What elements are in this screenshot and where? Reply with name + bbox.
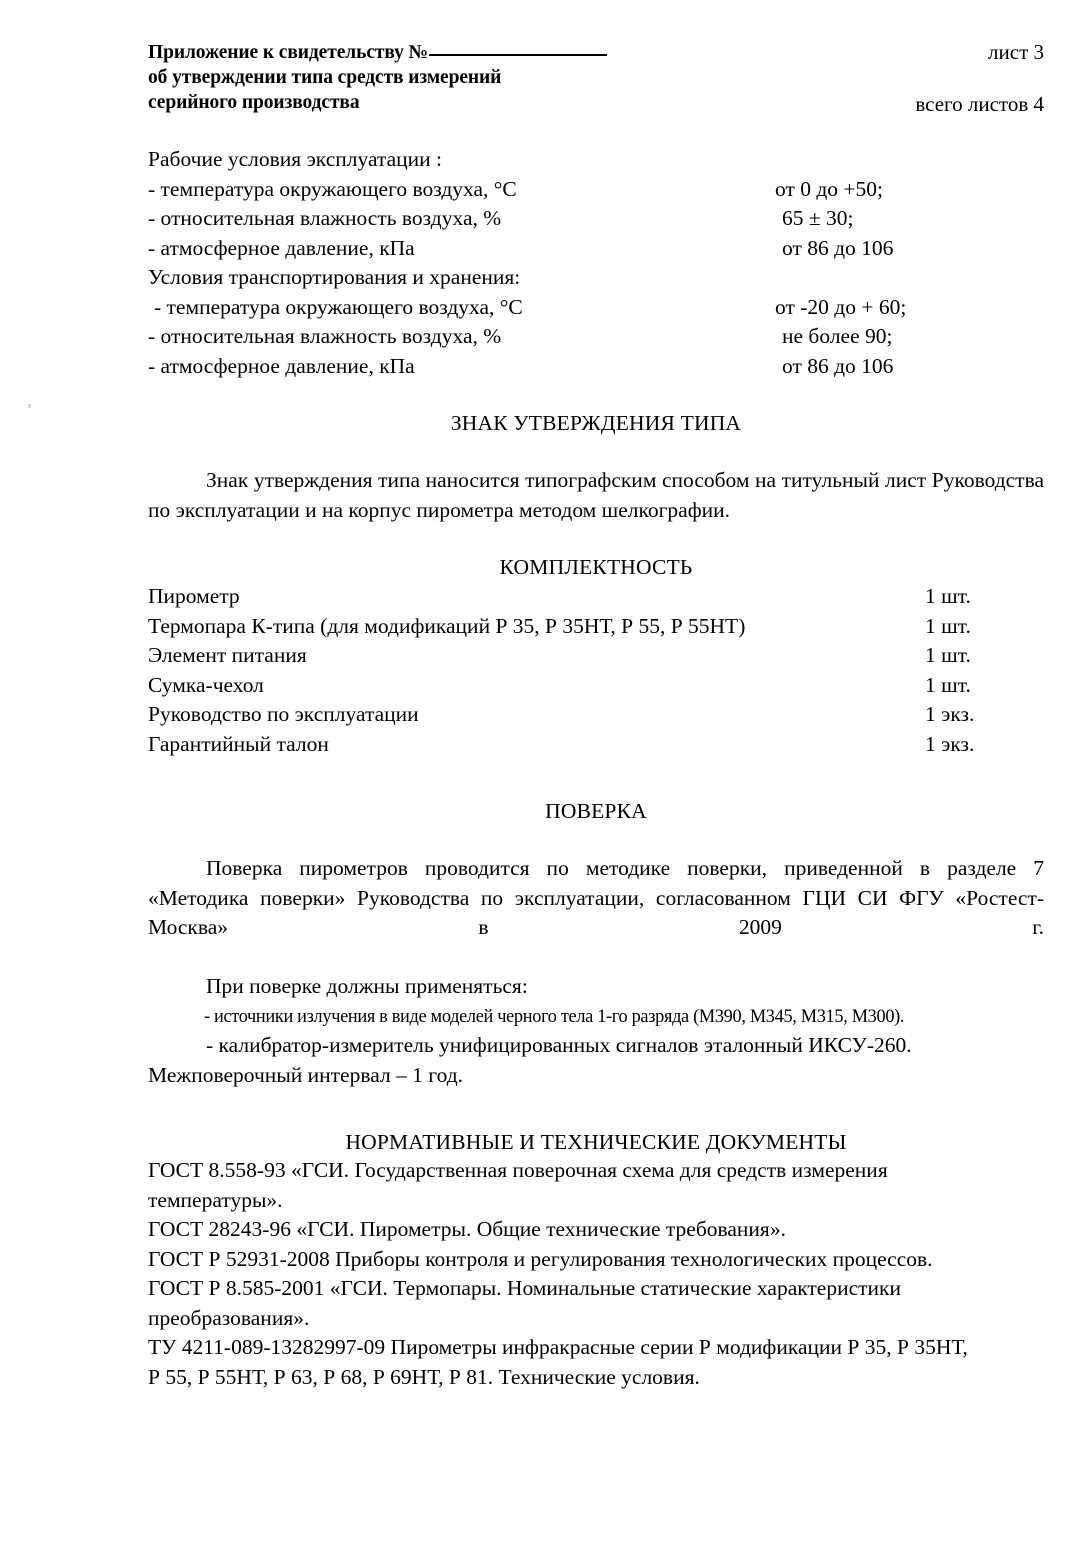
- header-right-block: [784, 40, 1044, 117]
- completeness-item-label: Элемент питания: [148, 643, 307, 667]
- normative-document-line: преобразования».: [148, 1305, 310, 1330]
- completeness-list: [148, 582, 1044, 759]
- spec-value: от 86 до 106: [782, 235, 894, 260]
- appendix-reference-line: [148, 40, 607, 65]
- normative-document-line: ГОСТ Р 52931-2008 Приборы контроля и регулирования технологических процессов.: [148, 1246, 933, 1271]
- completeness-item-qty: 1 шт.: [925, 672, 971, 697]
- spec-value: 65 ± 30;: [782, 206, 854, 230]
- scan-artifact: [28, 404, 31, 408]
- spec-row: [148, 293, 1044, 323]
- completeness-item-qty: 1 экз.: [925, 731, 975, 756]
- normative-document-line: ГОСТ 28243-96 «ГСИ. Пирометры. Общие технические требования».: [148, 1217, 786, 1241]
- verification-item: - источники излучения в виде моделей черного тела 1-го разряда (М390, М345, М315, М300).: [203, 1005, 905, 1027]
- sheet-number: лист 3: [988, 40, 1044, 64]
- approval-mark-paragraph: Знак утверждения типа наносится типографским способом на титульный лист Руководства по эксплуатации и на корпус пирометра методом шелкографии.: [148, 468, 1044, 522]
- spec-value: от 0 до +50;: [775, 176, 884, 201]
- normative-document-line: Р 55, Р 55НТ, Р 63, Р 68, Р 69НТ, Р 81. Технические условия.: [148, 1364, 700, 1389]
- page-content: [148, 40, 1044, 1392]
- section-heading-completeness: КОМПЛЕКТНОСТЬ: [499, 555, 693, 579]
- completeness-item-label: Пирометр: [148, 584, 240, 608]
- verification-paragraph: Поверка пирометров проводится по методике поверки, приведенной в разделе 7 «Методика поверки» Руководства по эксплуатации, согласованном ГЦИ СИ ФГУ «Ростест-Москва» в 2009 г.: [148, 856, 1044, 939]
- completeness-row: [148, 641, 1044, 671]
- header-left-block: [148, 40, 607, 115]
- section-heading-normative-documents: НОРМАТИВНЫЕ И ТЕХНИЧЕСКИЕ ДОКУМЕНТЫ: [345, 1130, 847, 1154]
- completeness-item-label: Гарантийный талон: [148, 731, 329, 756]
- spec-row: [148, 234, 1044, 264]
- spec-label: - атмосферное давление, кПа: [148, 353, 415, 378]
- normative-documents-list: [148, 1156, 1044, 1392]
- completeness-row: [148, 730, 1044, 760]
- appendix-reference-label: Приложение к свидетельству №: [148, 42, 429, 63]
- completeness-item-qty: 1 шт.: [925, 613, 971, 638]
- spec-label: - атмосферное давление, кПа: [148, 235, 415, 260]
- normative-document-line: ГОСТ 8.558-93 «ГСИ. Государственная поверочная схема для средств измерения: [148, 1158, 888, 1182]
- spec-label: - относительная влажность воздуха, %: [148, 324, 502, 348]
- normative-document-line: температуры».: [148, 1187, 283, 1212]
- spec-label: - относительная влажность воздуха, %: [148, 206, 502, 230]
- completeness-item-qty: 1 шт.: [925, 643, 971, 667]
- certificate-number-blank: [429, 54, 607, 56]
- completeness-item-label: Сумка-чехол: [148, 672, 264, 697]
- section-heading-verification: ПОВЕРКА: [545, 799, 647, 823]
- completeness-row: [148, 671, 1044, 701]
- transport-conditions-title: Условия транспортирования и хранения:: [148, 265, 521, 289]
- normative-document-line: ТУ 4211-089-13282997-09 Пирометры инфракрасные серии Р модификации Р 35, Р 35НТ,: [148, 1335, 968, 1359]
- completeness-row: [148, 700, 1044, 730]
- completeness-item-label: Термопара К-типа (для модификаций Р 35, Р 35НТ, Р 55, Р 55НТ): [148, 613, 746, 638]
- spec-row: [148, 322, 1044, 352]
- completeness-item-qty: 1 шт.: [925, 584, 971, 608]
- completeness-row: [148, 612, 1044, 642]
- spec-row: [148, 175, 1044, 205]
- header-subtitle-line-2: серийного производства: [148, 92, 360, 113]
- spec-value: от 86 до 106: [782, 353, 894, 378]
- operating-conditions-block: [148, 145, 1044, 381]
- completeness-item-qty: 1 экз.: [925, 702, 975, 726]
- header-subtitle-line-1: об утверждении типа средств измерений: [148, 67, 502, 88]
- section-heading-approval-mark: ЗНАК УТВЕРЖДЕНИЯ ТИПА: [450, 411, 742, 435]
- verification-interval: Межповерочный интервал – 1 год.: [148, 1062, 464, 1087]
- verification-item: - калибратор-измеритель унифицированных сигналов эталонный ИКСУ-260.: [206, 1033, 912, 1057]
- document-header: [148, 40, 1044, 126]
- spec-label: - температура окружающего воздуха, °С: [148, 176, 517, 201]
- spec-row: [148, 352, 1044, 382]
- sheet-total: всего листов 4: [915, 92, 1044, 116]
- completeness-item-label: Руководство по эксплуатации: [148, 702, 419, 726]
- spec-value: от -20 до + 60;: [775, 294, 907, 319]
- spec-row: [148, 204, 1044, 234]
- spec-value: не более 90;: [782, 324, 893, 348]
- completeness-row: [148, 582, 1044, 612]
- verification-intro: При поверке должны применяться:: [206, 974, 528, 998]
- operating-conditions-title: Рабочие условия эксплуатации :: [148, 147, 442, 171]
- normative-document-line: ГОСТ Р 8.585-2001 «ГСИ. Термопары. Номинальные статические характеристики: [148, 1276, 901, 1300]
- spec-label: - температура окружающего воздуха, °С: [154, 294, 523, 319]
